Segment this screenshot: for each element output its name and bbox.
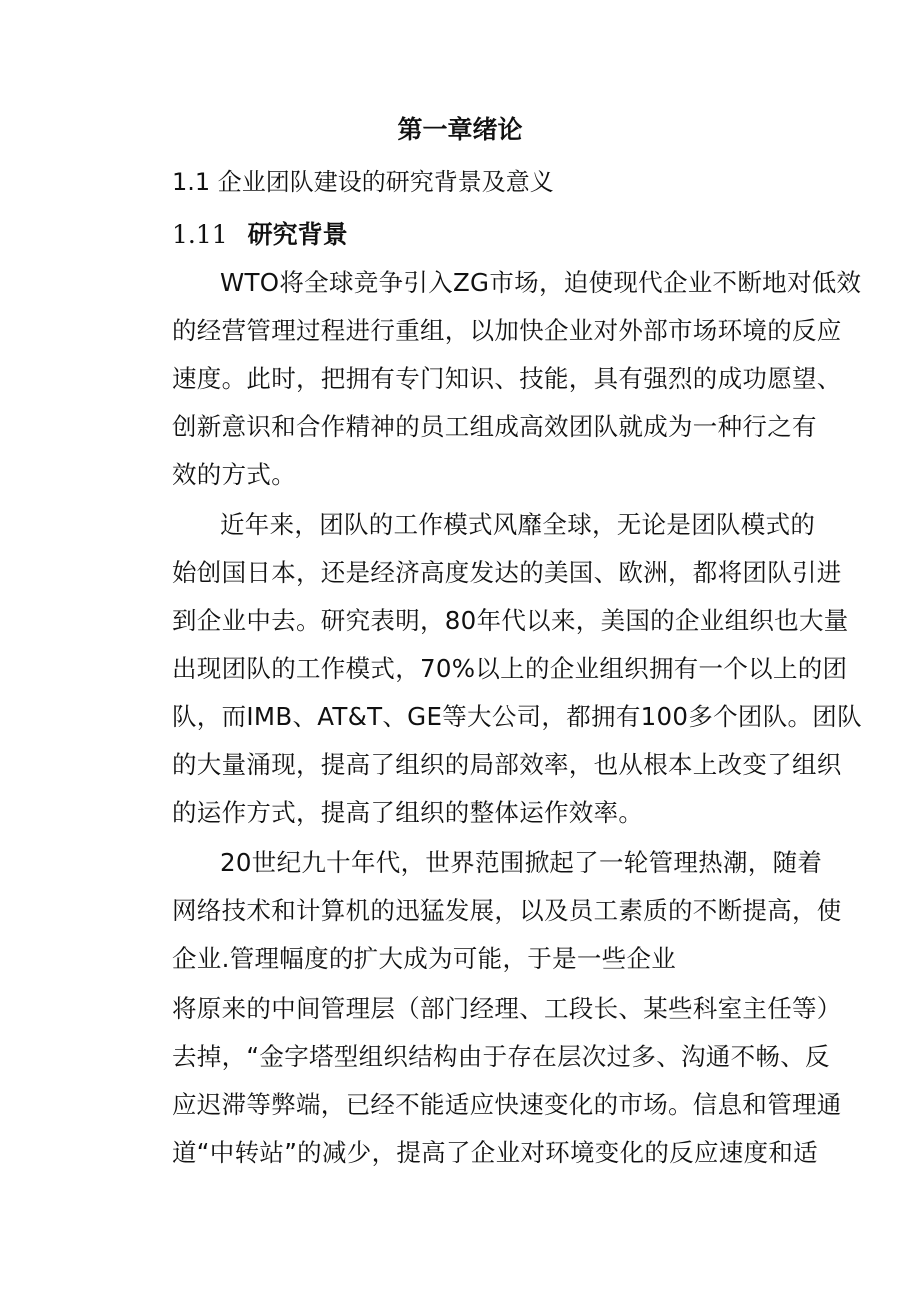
section-heading-1-11	[172, 218, 348, 252]
paragraph-line: 应迟滞等弊端，已经不能适应快速变化的市场。信息和管理通	[172, 1090, 842, 1119]
paragraph-line: 20世纪九十年代，世界范围掀起了一轮管理热潮，随着	[220, 848, 823, 877]
paragraph-line: 队，而IMB、AT&T、GE等大公司，都拥有100多个团队。团队	[172, 702, 862, 731]
paragraph-line: 出现团队的工作模式，70%以上的企业组织拥有一个以上的团	[172, 654, 848, 683]
paragraph-line: 近年来，团队的工作模式风靡全球，无论是团队模式的	[220, 510, 816, 539]
paragraph-line: 速度。此时，把拥有专门知识、技能，具有强烈的成功愿望、	[172, 364, 842, 393]
paragraph-line: 道“中转站”的减少，提高了企业对环境变化的反应速度和适	[172, 1138, 818, 1167]
section-number: 1.11	[172, 220, 228, 249]
paragraph-line: 到企业中去。研究表明，80年代以来，美国的企业组织也大量	[172, 606, 849, 635]
chapter-title: 第一章绪论	[397, 115, 523, 144]
paragraph-line: 网络技术和计算机的迅猛发展，以及员工素质的不断提高，使	[172, 896, 842, 925]
paragraph-line: 去掉，“金字塔型组织结构由于存在层次过多、沟通不畅、反	[172, 1042, 830, 1071]
paragraph-line: 的运作方式，提高了组织的整体运作效率。	[172, 798, 644, 827]
paragraph-line: 始创国日本，还是经济高度发达的美国、欧洲，都将团队引进	[172, 558, 842, 587]
paragraph-line: 的大量涌现，提高了组织的局部效率，也从根本上改变了组织	[172, 750, 842, 779]
paragraph-line: WTO将全球竞争引入ZG市场，迫使现代企业不断地对低效	[220, 268, 862, 297]
paragraph-line: 企业.管理幅度的扩大成为可能，于是一些企业	[172, 944, 677, 973]
section-title: 研究背景	[247, 220, 348, 249]
paragraph-line: 将原来的中间管理层（部门经理、工段长、某些科室主任等）	[172, 994, 842, 1023]
paragraph-line: 创新意识和合作精神的员工组成高效团队就成为一种行之有	[172, 412, 817, 441]
section-heading-1-1: 1.1 企业团队建设的研究背景及意义	[172, 168, 554, 196]
paragraph-line: 的经营管理过程进行重组，以加快企业对外部市场环境的反应	[172, 316, 842, 345]
paragraph-line: 效的方式。	[172, 460, 296, 489]
